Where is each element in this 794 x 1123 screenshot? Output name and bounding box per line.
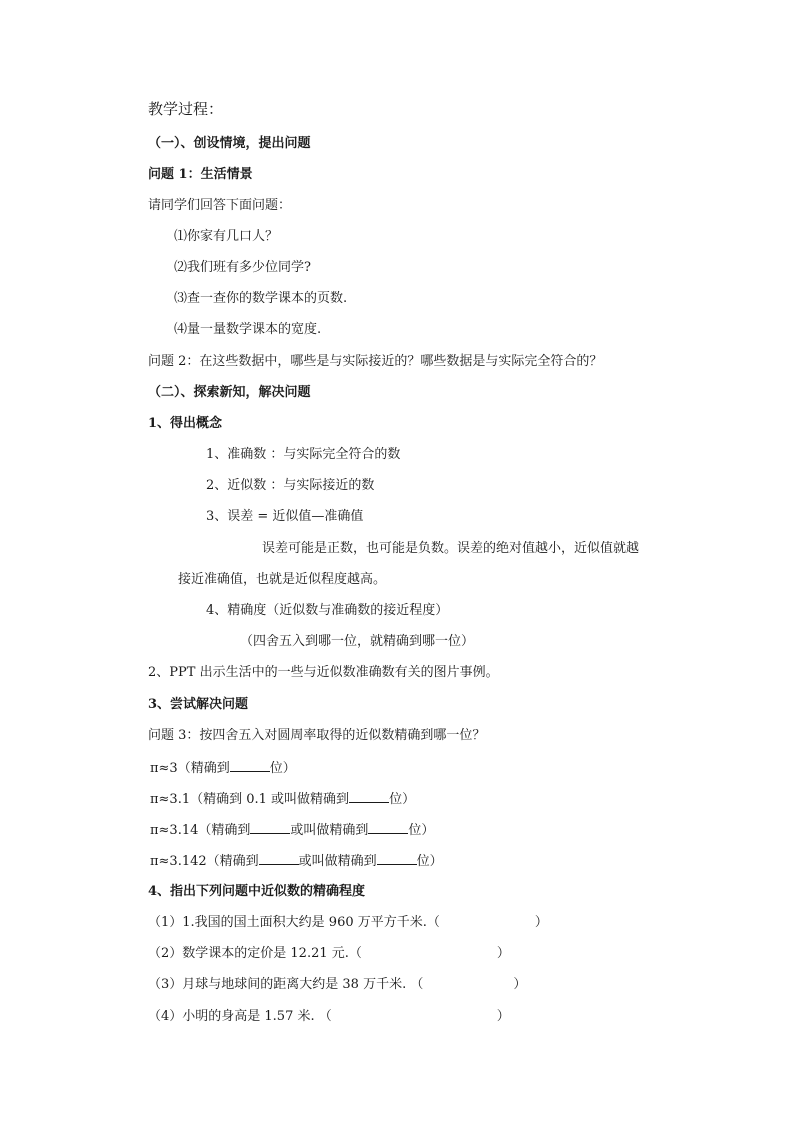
answer-blank[interactable] — [230, 758, 270, 772]
exercise-text: （3）月球与地球间的距离大约是 38 万千米. （ — [148, 977, 424, 992]
pi-text: 或叫做精确到 — [298, 854, 377, 869]
exercise-item — [148, 914, 548, 932]
pi-text: 位） — [408, 823, 435, 838]
concept-item: 4、精确度（近似数与准确数的接近程度） — [206, 603, 449, 618]
pi-text: 位） — [269, 761, 296, 776]
exercise-text: （4）小明的身高是 1.57 米. （ — [148, 1009, 332, 1024]
answer-blank[interactable] — [259, 851, 299, 865]
concept-item: 1、准确数 ：与实际完全符合的数 — [206, 447, 401, 462]
exercise-close: ） — [496, 1009, 510, 1024]
pi-line — [150, 789, 415, 809]
exercise-close: ） — [496, 946, 510, 961]
pi-text: π≈3（精确到 — [150, 761, 230, 776]
exercise-item — [148, 976, 526, 994]
concept-item: 2、近似数 ：与实际接近的数 — [206, 478, 375, 493]
pi-text: π≈3.1（精确到 0.1 或叫做精确到 — [150, 792, 350, 807]
pi-line — [150, 851, 443, 871]
question-3: 问题 3：按四舍五入对圆周率取得的近似数精确到哪一位？ — [148, 728, 486, 743]
list-item: ⑷量一量数学课本的宽度. — [174, 322, 322, 337]
pi-line — [150, 758, 296, 778]
list-item: ⑴你家有几口人？ — [174, 229, 279, 244]
subsection-heading: 4、指出下列问题中近似数的精确程度 — [148, 884, 366, 899]
pi-line — [150, 820, 434, 840]
answer-blank[interactable] — [250, 820, 290, 834]
pi-text: 或叫做精确到 — [290, 823, 369, 838]
paragraph: 2、PPT 出示生活中的一些与近似数准确数有关的图片事例。 — [148, 665, 499, 680]
section-heading: （二）、探索新知，解决问题 — [148, 385, 311, 400]
concept-item: 3、误差 = 近似值—准确值 — [206, 509, 364, 524]
exercise-item — [148, 1008, 510, 1026]
exercise-text: （1）1.我国的国土面积大约是 960 万平方千米.（ — [148, 915, 440, 930]
paragraph: （四舍五入到哪一位，就精确到哪一位） — [240, 634, 475, 649]
paragraph: 误差可能是正数，也可能是负数。误差的绝对值越小，近似值就越 — [262, 541, 640, 556]
answer-blank[interactable] — [368, 820, 408, 834]
pi-text: π≈3.14（精确到 — [150, 823, 251, 838]
pi-text: 位） — [389, 792, 416, 807]
page-title: 教学过程： — [148, 100, 224, 118]
list-item: ⑶查一查你的数学课本的页数. — [174, 291, 348, 306]
pi-text: π≈3.142（精确到 — [150, 854, 259, 869]
answer-blank[interactable] — [349, 789, 389, 803]
question-2: 问题 2：在这些数据中，哪些是与实际接近的？哪些数据是与实际完全符合的？ — [148, 354, 603, 369]
paragraph: 接近准确值，也就是近似程度越高。 — [178, 572, 387, 587]
exercise-item — [148, 945, 510, 963]
exercise-text: （2）数学课本的定价是 12.21 元.（ — [148, 946, 362, 961]
list-item: ⑵我们班有多少位同学? — [174, 260, 311, 275]
subsection-heading: 3、尝试解决问题 — [148, 697, 249, 712]
paragraph: 请同学们回答下面问题： — [148, 198, 292, 213]
answer-blank[interactable] — [377, 851, 417, 865]
pi-text: 位） — [416, 854, 443, 869]
question-heading: 问题 1：生活情景 — [148, 167, 253, 182]
exercise-close: ） — [513, 977, 527, 992]
exercise-close: ） — [534, 915, 548, 930]
section-heading: （一）、创设情境，提出问题 — [148, 136, 311, 151]
subsection-heading: 1、得出概念 — [148, 416, 223, 431]
